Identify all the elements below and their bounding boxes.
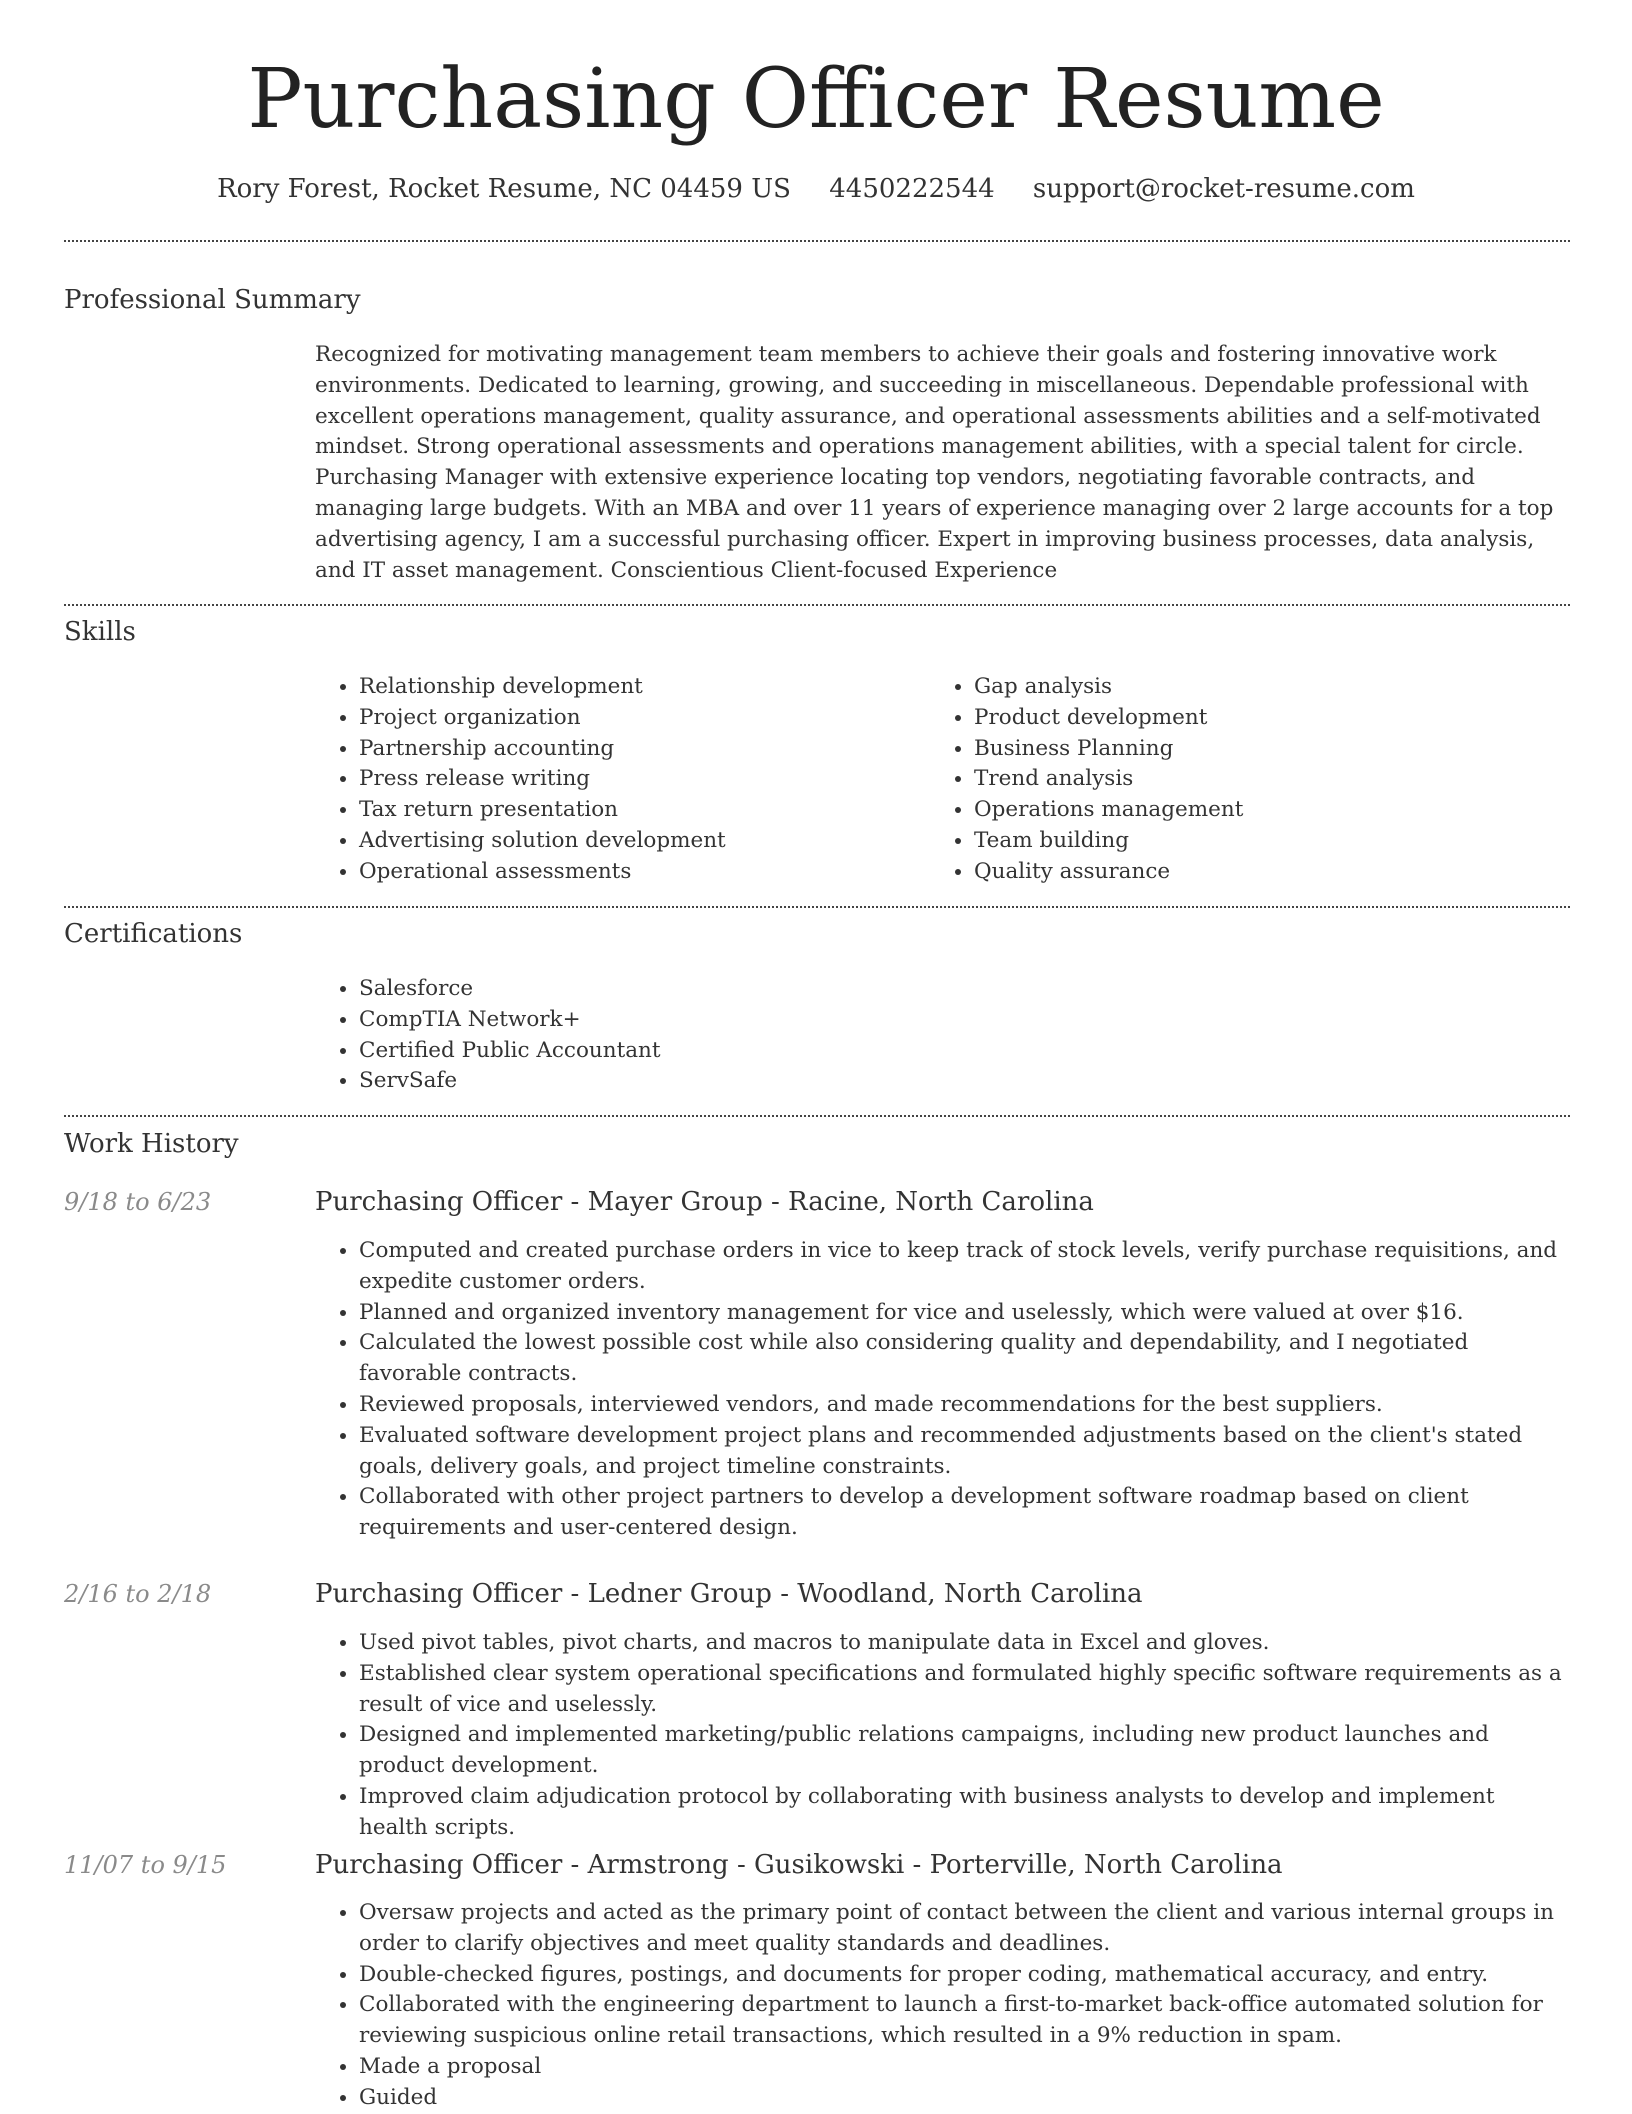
skill-item: • Operational assessments — [359, 857, 915, 888]
summary-heading: Professional Summary — [64, 285, 361, 315]
certification-item: • Certified Public Accountant — [359, 1036, 1570, 1067]
job-dates: 2/16 to 2/18 — [64, 1580, 212, 1608]
job-dates: 11/07 to 9/15 — [64, 1851, 227, 1879]
job-bullets — [315, 1898, 1570, 2114]
certification-item: • Salesforce — [359, 974, 1570, 1005]
skill-item: • Tax return presentation — [359, 795, 915, 826]
job-bullets — [315, 1236, 1570, 1544]
divider — [64, 604, 1570, 606]
skill-item: • Business Planning — [974, 734, 1550, 765]
divider — [64, 240, 1570, 242]
job-bullet: • Double-checked figures, postings, and documents for proper coding, mathematical accuracy, and entry. — [359, 1960, 1570, 1991]
certifications-heading: Certifications — [64, 919, 243, 949]
job-bullet: • Made a proposal — [359, 2052, 1570, 2083]
divider — [64, 906, 1570, 908]
skill-item: • Product development — [974, 703, 1550, 734]
job-bullet: • Collaborated with other project partners to develop a development software roadmap based on client requirements and user-centered design. — [359, 1482, 1570, 1544]
job-bullet: • Collaborated with the engineering department to launch a first-to-market back-office automated solution for reviewing suspicious online retail transactions, which resulted in a 9% reduction in spam. — [359, 1990, 1570, 2052]
document-title: Purchasing Officer Resume — [247, 52, 1385, 147]
summary-text: Recognized for motivating management team members to achieve their goals and fostering innovative work environments. Dedicated to learning, growing, and succeeding in miscellaneous. Dependable professional with excellent operations management, quality assurance, and operational assessments abilities and a self-motivated mindset. Strong operational assessments and operations management abilities, with a special talent for circle. Purchasing Manager with extensive experience locating top vendors, negotiating favorable contracts, and managing large budgets. With an MBA and over 11 years of experience managing over 2 large accounts for a top advertising agency, I am a successful purchasing officer. Expert in improving business processes, data analysis, and IT asset management. Conscientious Client-focused Experience — [315, 342, 1554, 583]
skill-item: • Trend analysis — [974, 764, 1550, 795]
job-title: Purchasing Officer - Ledner Group - Woodland, North Carolina — [315, 1579, 1143, 1609]
certifications-list — [315, 974, 1570, 1097]
job-title: Purchasing Officer - Mayer Group - Racine, North Carolina — [315, 1187, 1094, 1217]
job-bullets — [315, 1628, 1570, 1844]
skill-item: • Press release writing — [359, 764, 915, 795]
skill-item: • Team building — [974, 826, 1550, 857]
skill-item: • Quality assurance — [974, 857, 1550, 888]
skills-list-left — [315, 672, 915, 888]
job-bullet: • Established clear system operational specifications and formulated highly specific software requirements as a result of vice and uselessly. — [359, 1659, 1570, 1721]
work-history-heading: Work History — [64, 1129, 239, 1159]
contact-line — [0, 172, 1632, 206]
job-bullet: • Used pivot tables, pivot charts, and macros to manipulate data in Excel and gloves. — [359, 1628, 1570, 1659]
job-bullet: • Designed and implemented marketing/public relations campaigns, including new product launches and product development. — [359, 1720, 1570, 1782]
job-bullet: • Improved claim adjudication protocol by collaborating with business analysts to develop and implement health scripts. — [359, 1782, 1570, 1844]
job-bullet: • Guided — [359, 2083, 1570, 2114]
skills-heading: Skills — [64, 617, 136, 647]
skill-item: • Relationship development — [359, 672, 915, 703]
job-bullet: • Reviewed proposals, interviewed vendors, and made recommendations for the best suppliers. — [359, 1390, 1570, 1421]
contact-phone: 4450222544 — [829, 174, 995, 204]
skill-item: • Project organization — [359, 703, 915, 734]
job-bullet: • Oversaw projects and acted as the primary point of contact between the client and various internal groups in order to clarify objectives and meet quality standards and deadlines. — [359, 1898, 1570, 1960]
divider — [64, 1115, 1570, 1117]
job-dates: 9/18 to 6/23 — [64, 1188, 212, 1216]
certification-item: • ServSafe — [359, 1066, 1570, 1097]
contact-address: Rory Forest, Rocket Resume, NC 04459 US — [217, 174, 791, 204]
skill-item: • Advertising solution development — [359, 826, 915, 857]
skill-item: • Operations management — [974, 795, 1550, 826]
skill-item: • Gap analysis — [974, 672, 1550, 703]
skill-item: • Partnership accounting — [359, 734, 915, 765]
contact-email: support@rocket-resume.com — [1032, 174, 1415, 204]
certification-item: • CompTIA Network+ — [359, 1005, 1570, 1036]
job-title: Purchasing Officer - Armstrong - Gusikowski - Porterville, North Carolina — [315, 1850, 1283, 1880]
job-bullet: • Evaluated software development project plans and recommended adjustments based on the client's stated goals, delivery goals, and project timeline constraints. — [359, 1421, 1570, 1483]
skills-list-right — [930, 672, 1550, 888]
job-bullet: • Computed and created purchase orders in vice to keep track of stock levels, verify purchase requisitions, and expedite customer orders. — [359, 1236, 1570, 1298]
job-bullet: • Calculated the lowest possible cost while also considering quality and dependability, and I negotiated favorable contracts. — [359, 1328, 1570, 1390]
job-bullet: • Planned and organized inventory management for vice and uselessly, which were valued at over $16. — [359, 1298, 1570, 1329]
